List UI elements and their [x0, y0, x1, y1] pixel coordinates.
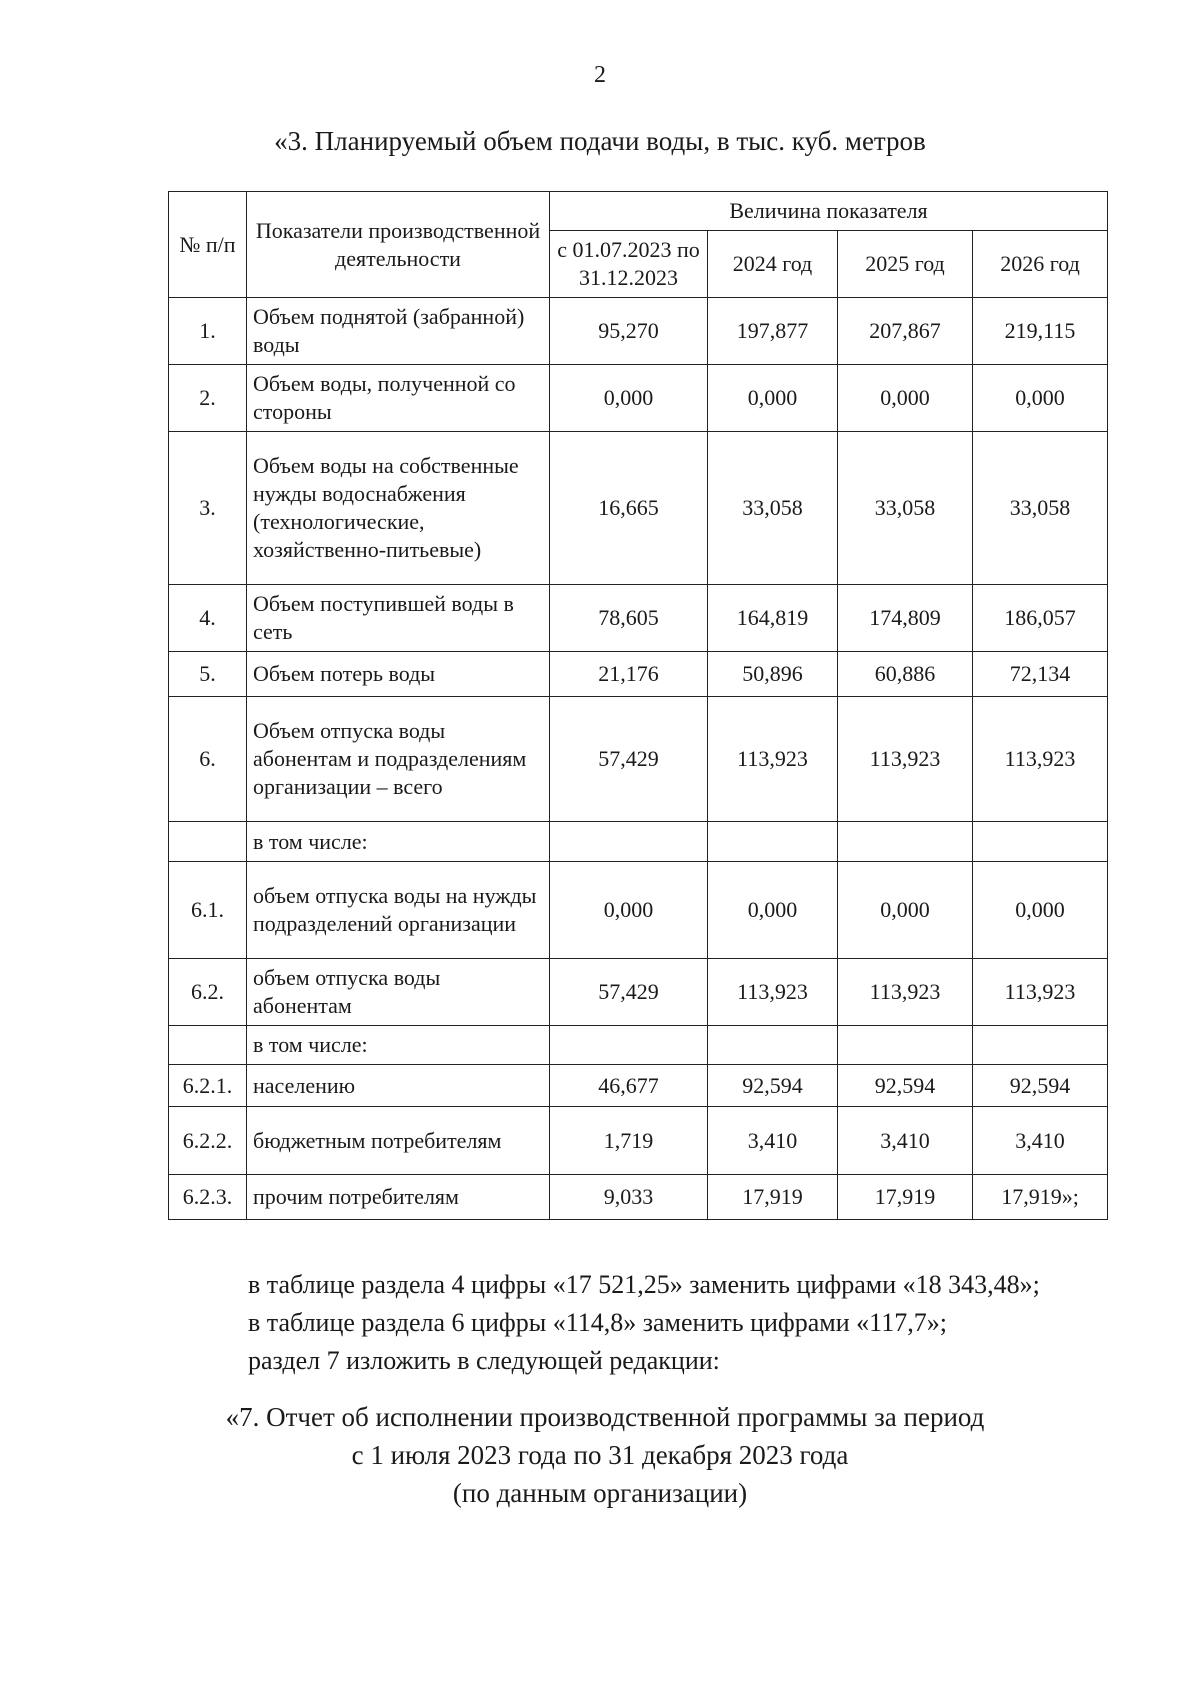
row-value: 0,000 [708, 862, 838, 959]
row-value: 0,000 [838, 365, 973, 432]
table-row [169, 432, 1108, 585]
row-value: 113,923 [708, 697, 838, 822]
table-row [169, 1026, 1108, 1065]
row-number: 2. [169, 365, 247, 432]
row-number: 6.2.3. [169, 1175, 247, 1220]
table-row [169, 1065, 1108, 1107]
row-number [169, 1026, 247, 1065]
row-number: 6.2.2. [169, 1107, 247, 1175]
header-value-group: Величина показателя [550, 192, 1108, 231]
table-row [169, 959, 1108, 1026]
row-value: 0,000 [838, 862, 973, 959]
row-value: 164,819 [708, 585, 838, 652]
row-value [550, 822, 708, 862]
amendment-paragraph: в таблице раздела 4 цифры «17 521,25» заменить цифрами «18 343,48»; [248, 1270, 1040, 1299]
row-label: Объем поднятой (забранной) воды [247, 298, 550, 365]
row-value: 0,000 [550, 862, 708, 959]
row-value: 46,677 [550, 1065, 708, 1107]
row-number: 4. [169, 585, 247, 652]
row-value: 3,410 [708, 1107, 838, 1175]
row-label: в том числе: [247, 822, 550, 862]
table-row [169, 652, 1108, 697]
table-row [169, 1107, 1108, 1175]
amendment-paragraph: раздел 7 изложить в следующей редакции: [248, 1346, 720, 1375]
row-label: прочим потребителям [247, 1175, 550, 1220]
row-value: 113,923 [838, 959, 973, 1026]
row-value [838, 1026, 973, 1065]
row-value: 174,809 [838, 585, 973, 652]
row-value: 197,877 [708, 298, 838, 365]
table-row [169, 365, 1108, 432]
row-value: 92,594 [838, 1065, 973, 1107]
amendment-paragraphs [248, 1266, 1040, 1380]
table-row [169, 298, 1108, 365]
water-supply-table [168, 191, 1108, 1220]
row-value: 0,000 [550, 365, 708, 432]
table-header-row [169, 192, 1108, 231]
row-value: 57,429 [550, 697, 708, 822]
row-number: 5. [169, 652, 247, 697]
header-number: № п/п [169, 192, 247, 298]
row-value: 17,919 [708, 1175, 838, 1220]
header-period: с 01.07.2023 по 31.12.2023 [550, 231, 708, 298]
row-value: 33,058 [838, 432, 973, 585]
table-row [169, 1175, 1108, 1220]
row-label: в том числе: [247, 1026, 550, 1065]
row-value [708, 1026, 838, 1065]
row-label: объем отпуска воды абонентам [247, 959, 550, 1026]
row-value: 78,605 [550, 585, 708, 652]
table-row [169, 862, 1108, 959]
header-period: 2024 год [708, 231, 838, 298]
row-value: 17,919»; [973, 1175, 1108, 1220]
row-value: 113,923 [973, 959, 1108, 1026]
amendment-paragraph: в таблице раздела 6 цифры «114,8» заменить цифрами «117,7»; [248, 1308, 947, 1337]
row-value: 16,665 [550, 432, 708, 585]
row-label: объем отпуска воды на нужды подразделений организации [247, 862, 550, 959]
row-value: 207,867 [838, 298, 973, 365]
row-number: 6.2. [169, 959, 247, 1026]
section-7-title [0, 1398, 1200, 1512]
row-label: Объем воды на собственные нужды водоснабжения (технологические, хозяйственно-питьевые) [247, 432, 550, 585]
row-value: 113,923 [838, 697, 973, 822]
table-title: «3. Планируемый объем подачи воды, в тыс. куб. метров [274, 126, 926, 156]
row-number: 3. [169, 432, 247, 585]
row-label: Объем поступившей воды в сеть [247, 585, 550, 652]
row-value [550, 1026, 708, 1065]
row-number: 1. [169, 298, 247, 365]
row-label: Объем потерь воды [247, 652, 550, 697]
row-value: 0,000 [708, 365, 838, 432]
row-number: 6. [169, 697, 247, 822]
table-row [169, 822, 1108, 862]
row-value [838, 822, 973, 862]
row-value: 113,923 [973, 697, 1108, 822]
row-value: 3,410 [973, 1107, 1108, 1175]
row-value: 17,919 [838, 1175, 973, 1220]
row-value: 57,429 [550, 959, 708, 1026]
row-value: 9,033 [550, 1175, 708, 1220]
row-number: 6.2.1. [169, 1065, 247, 1107]
row-value: 60,886 [838, 652, 973, 697]
row-label: Объем воды, полученной со стороны [247, 365, 550, 432]
row-value: 3,410 [838, 1107, 973, 1175]
row-number [169, 822, 247, 862]
row-value: 72,134 [973, 652, 1108, 697]
page-number: 2 [594, 62, 606, 88]
row-value: 0,000 [973, 365, 1108, 432]
section-title-line: с 1 июля 2023 года по 31 декабря 2023 года [351, 1440, 849, 1470]
row-value [973, 1026, 1108, 1065]
row-value: 95,270 [550, 298, 708, 365]
section-title-line: (по данным организации) [452, 1478, 748, 1508]
row-value: 113,923 [708, 959, 838, 1026]
row-value: 33,058 [708, 432, 838, 585]
header-indicator: Показатели производственной деятельности [247, 192, 550, 298]
header-period: 2026 год [973, 231, 1108, 298]
row-value: 219,115 [973, 298, 1108, 365]
row-label: населению [247, 1065, 550, 1107]
row-value: 50,896 [708, 652, 838, 697]
row-value: 0,000 [973, 862, 1108, 959]
row-value: 186,057 [973, 585, 1108, 652]
row-value: 92,594 [708, 1065, 838, 1107]
row-number: 6.1. [169, 862, 247, 959]
section-title-line: «7. Отчет об исполнении производственной программы за период [225, 1402, 985, 1432]
header-period: 2025 год [838, 231, 973, 298]
row-value [973, 822, 1108, 862]
row-value [708, 822, 838, 862]
row-value: 1,719 [550, 1107, 708, 1175]
row-value: 92,594 [973, 1065, 1108, 1107]
row-label: Объем отпуска воды абонентам и подразделениям организации – всего [247, 697, 550, 822]
table-row [169, 697, 1108, 822]
row-value: 21,176 [550, 652, 708, 697]
table-row [169, 585, 1108, 652]
row-label: бюджетным потребителям [247, 1107, 550, 1175]
row-value: 33,058 [973, 432, 1108, 585]
